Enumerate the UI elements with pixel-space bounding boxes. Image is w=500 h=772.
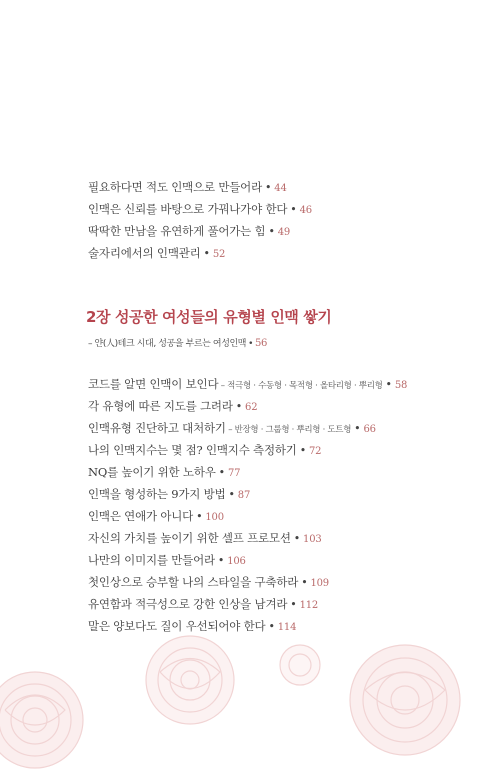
rose-left	[0, 672, 83, 768]
page-number: 62	[245, 402, 258, 413]
entry-title: 인맥은 연애가 아니다	[88, 509, 194, 523]
toc-entry	[88, 421, 376, 437]
separator-dot: •	[268, 225, 275, 238]
toc-entry	[88, 575, 329, 591]
toc-entry	[88, 202, 312, 218]
separator-dot: •	[203, 247, 210, 260]
separator-dot: •	[268, 620, 275, 633]
toc-entry	[88, 399, 257, 415]
toc-entry	[88, 224, 290, 240]
page-number: 87	[237, 490, 251, 501]
entry-title: 나의 인맥지수는 몇 점? 인맥지수 측정하기	[88, 443, 297, 457]
entry-title: 딱딱한 만남을 유연하게 풀어가는 힘	[88, 224, 266, 238]
page-number: 103	[303, 534, 322, 545]
rose-small	[280, 645, 320, 685]
toc-entry	[88, 465, 240, 481]
toc-entry	[88, 553, 246, 569]
separator-dot: •	[196, 510, 203, 523]
page-number: 58	[394, 380, 408, 391]
entry-subtypes: – 반장형 · 그룹형 · 뿌리형 · 도트형	[225, 425, 352, 435]
separator-dot: •	[385, 378, 392, 391]
entry-title: 말은 양보다도 질이 우선되어야 한다	[88, 619, 266, 633]
chapter-subtitle	[88, 336, 267, 349]
entry-title: 자신의 가치를 높이기 위한 셀프 프로모션	[88, 531, 291, 545]
separator-dot: •	[299, 444, 306, 457]
page-number: 106	[227, 556, 246, 567]
page-number: 114	[277, 622, 297, 633]
entry-subtypes: – 적극형 · 수동형 · 목적형 · 올타리형 · 뿌리형	[218, 381, 383, 391]
separator-dot: •	[235, 400, 243, 413]
page-number: 52	[212, 249, 226, 260]
toc-entry	[88, 531, 322, 547]
toc-entry	[88, 487, 250, 503]
page-number: 44	[274, 183, 287, 194]
entry-title: 인맥은 신뢰를 바탕으로 가꿔나가야 한다	[88, 202, 288, 216]
entry-title: 유연함과 적극성으로 강한 인상을 남겨라	[88, 597, 288, 611]
entry-title: NQ를 높이기 위한 노하우	[88, 465, 216, 479]
page-number: 46	[299, 205, 312, 216]
entry-title: 인맥을 형성하는 9가지 방법	[88, 487, 226, 501]
chapter-title: 2장 성공한 여성들의 유형별 인맥 쌓기	[86, 308, 332, 326]
separator-dot: •	[218, 466, 225, 479]
chapter-subtitle-text: – 얀(人)테크 시대, 성공을 부르는 여성인맥	[88, 339, 247, 349]
entry-title: 코드를 알면 인맥이 보인다	[88, 377, 219, 391]
entry-title: 필요하다면 적도 인맥으로 만들어라	[88, 180, 262, 194]
page-number: 72	[309, 446, 322, 457]
entry-title: 각 유형에 따른 지도를 그려라	[88, 399, 233, 413]
separator-dot: •	[228, 488, 235, 501]
page-number: 112	[299, 600, 319, 611]
separator-dot: •	[290, 598, 297, 611]
page-number: 109	[310, 578, 329, 589]
rose-center	[146, 636, 234, 724]
separator-dot: •	[293, 532, 301, 545]
entry-title: 인맥유형 진단하고 대처하기	[88, 421, 226, 435]
separator-dot: •	[217, 554, 225, 567]
toc-entry	[88, 246, 225, 262]
toc-entry	[88, 443, 321, 459]
page-number: 49	[277, 227, 291, 238]
page-number: 66	[363, 424, 376, 435]
page-number: 77	[227, 468, 241, 479]
rose-decoration	[0, 610, 500, 772]
toc-entry	[88, 509, 224, 525]
entry-title: 나만의 이미지를 만들어라	[88, 553, 215, 567]
page-number: 100	[205, 512, 224, 523]
entry-title: 술자리에서의 인맥관리	[88, 246, 201, 260]
separator-dot: •	[354, 422, 361, 435]
toc-entry	[88, 377, 407, 393]
entry-title: 첫인상으로 승부할 나의 스타일을 구축하라	[88, 575, 299, 589]
separator-dot: •	[301, 576, 308, 589]
page-number: 56	[255, 338, 267, 349]
separator-dot: •	[290, 203, 297, 216]
rose-right	[350, 645, 460, 755]
separator-dot: •	[248, 339, 254, 349]
toc-entry	[88, 180, 287, 196]
separator-dot: •	[265, 181, 272, 194]
